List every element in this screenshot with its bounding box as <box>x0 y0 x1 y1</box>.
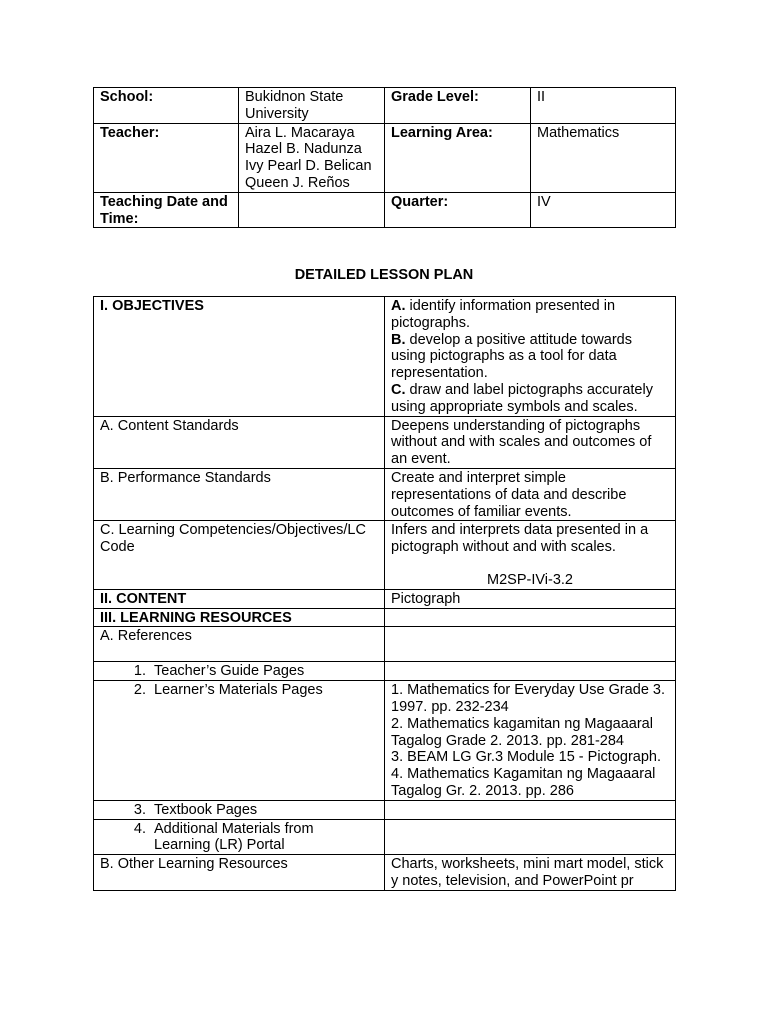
resources-row <box>94 608 676 627</box>
objective-item <box>391 382 669 416</box>
competencies-label: C. Learning Competencies/Objectives/LC Code <box>94 521 385 589</box>
lm-pages-list <box>385 681 676 801</box>
objective-item <box>391 332 669 382</box>
date-row <box>94 192 676 228</box>
school-value: Bukidnon State University <box>239 88 385 124</box>
item-label: Teacher’s Guide Pages <box>154 663 305 680</box>
tg-pages-row <box>94 662 676 681</box>
lr-portal-row <box>94 819 676 855</box>
objectives-list <box>385 297 676 417</box>
lc-code: M2SP-IVi-3.2 <box>487 571 573 588</box>
performance-standards-row <box>94 468 676 520</box>
lm-page-item: 4. Mathematics Kagamitan ng Magaaaral Tagalog Gr. 2. 2013. pp. 286 <box>391 766 656 799</box>
content-value: Pictograph <box>385 589 676 608</box>
content-row <box>94 589 676 608</box>
resources-value <box>385 608 676 627</box>
lm-pages-row <box>94 681 676 801</box>
references-value <box>385 627 676 662</box>
item-label: Additional Materials from Learning (LR) Portal <box>154 820 314 854</box>
date-label: Teaching Date and Time: <box>94 192 239 228</box>
references-row <box>94 627 676 662</box>
objectives-label: I. OBJECTIVES <box>94 297 385 417</box>
teacher-list <box>239 123 385 192</box>
lm-pages-label <box>94 681 385 801</box>
performance-standards-value: Create and interpret simple representations of data and describe outcomes of familiar events. <box>385 468 676 520</box>
tg-pages-label <box>94 662 385 681</box>
objective-letter: C. <box>391 381 406 398</box>
quarter-label: Quarter: <box>385 192 531 228</box>
textbook-pages-row <box>94 800 676 819</box>
info-table <box>93 87 676 228</box>
teacher-row <box>94 123 676 192</box>
textbook-pages-label <box>94 800 385 819</box>
item-label: Learner’s Materials Pages <box>154 682 323 699</box>
teacher-name: Aira L. Macaraya <box>245 124 355 141</box>
content-standards-row <box>94 416 676 468</box>
teacher-name: Hazel B. Nadunza <box>245 141 362 158</box>
performance-standards-label: B. Performance Standards <box>94 468 385 520</box>
lr-portal-value <box>385 819 676 855</box>
lesson-plan-table <box>93 296 676 891</box>
area-value: Mathematics <box>531 123 676 192</box>
grade-value: II <box>531 88 676 124</box>
other-resources-value: Charts, worksheets, mini mart model, sticky notes, television, and PowerPoint pr <box>385 855 676 891</box>
area-label: Learning Area: <box>385 123 531 192</box>
competencies-cell <box>385 521 676 589</box>
objective-letter: B. <box>391 331 406 348</box>
item-number: 4. <box>133 820 146 837</box>
page-title: DETAILED LESSON PLAN <box>294 267 474 283</box>
school-label: School: <box>94 88 239 124</box>
quarter-value: IV <box>531 192 676 228</box>
school-row <box>94 88 676 124</box>
objectives-row <box>94 297 676 417</box>
lm-page-item: 3. BEAM LG Gr.3 Module 15 - Pictograph. <box>391 749 661 766</box>
content-label: II. CONTENT <box>94 589 385 608</box>
other-resources-label: B. Other Learning Resources <box>94 855 385 891</box>
lm-page-item: 2. Mathematics kagamitan ng Magaaaral Tagalog Grade 2. 2013. pp. 281-284 <box>391 715 653 749</box>
objective-letter: A. <box>391 298 406 314</box>
item-number: 3. <box>133 801 146 818</box>
competencies-row <box>94 521 676 589</box>
competencies-value: Infers and interprets data presented in a pictograph without and with scales. <box>391 522 649 556</box>
objective-text: draw and label pictographs accurately using appropriate symbols and scales. <box>391 381 653 415</box>
lr-portal-label <box>94 819 385 855</box>
teacher-name: Queen J. Reños <box>245 174 350 191</box>
lm-page-item: 1. Mathematics for Everyday Use Grade 3. 1997. pp. 232-234 <box>391 682 665 715</box>
objective-text: identify information presented in pictographs. <box>391 298 616 331</box>
objective-item <box>391 298 669 332</box>
teacher-label: Teacher: <box>94 123 239 192</box>
item-number: 2. <box>133 682 146 699</box>
date-value <box>239 192 385 228</box>
content-standards-label: A. Content Standards <box>94 416 385 468</box>
item-number: 1. <box>133 663 146 680</box>
item-label: Textbook Pages <box>154 801 258 818</box>
other-resources-row <box>94 855 676 891</box>
references-label: A. References <box>94 627 385 662</box>
grade-label: Grade Level: <box>385 88 531 124</box>
resources-label: III. LEARNING RESOURCES <box>94 608 385 627</box>
teacher-name: Ivy Pearl D. Belican <box>245 158 372 175</box>
objective-text: develop a positive attitude towards using pictographs as a tool for data representation. <box>391 331 632 382</box>
content-standards-value: Deepens understanding of pictographs without and with scales and outcomes of an event. <box>385 416 676 468</box>
tg-pages-value <box>385 662 676 681</box>
textbook-pages-value <box>385 800 676 819</box>
